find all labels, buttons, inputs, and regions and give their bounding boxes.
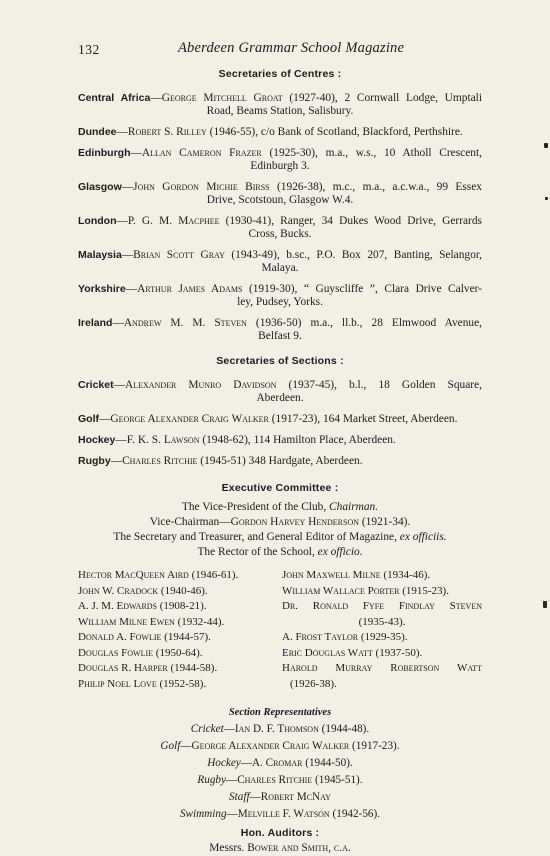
member-years: (1908-21). bbox=[157, 600, 207, 612]
representative-dash: — bbox=[223, 723, 235, 735]
entry-continuation: Aberdeen. bbox=[256, 392, 304, 404]
member-name: Eric Douglas Watt bbox=[282, 646, 373, 659]
member-name: Douglas R. Harper bbox=[78, 662, 168, 674]
representative-row bbox=[78, 789, 482, 806]
member-name: William Milne Ewen bbox=[78, 615, 175, 628]
entry-line bbox=[78, 126, 482, 139]
entry-name: Andrew M. M. Steven bbox=[123, 317, 247, 329]
member-name: Hector MacQueen Aird bbox=[78, 569, 189, 581]
auditors-heading: Hon. Auditors : bbox=[240, 827, 320, 839]
member-row bbox=[78, 568, 268, 584]
vice-chairman-name: Gordon Harvey Henderson bbox=[230, 516, 360, 528]
member-name: Dr. Ronald Fyfe Findlay Steven bbox=[282, 600, 482, 612]
entry-place: Dundee bbox=[78, 126, 117, 138]
margin-mark bbox=[545, 197, 548, 200]
member-years: (1937-50). bbox=[372, 646, 423, 659]
representative-sport: Golf bbox=[160, 740, 181, 752]
entry-name: Alexander Munro Davidson bbox=[125, 379, 277, 391]
entry-continuation: Edinburgh 3. bbox=[250, 160, 310, 172]
secretary-role: ex officiis. bbox=[399, 531, 447, 543]
committee-vice-chairman-line bbox=[78, 515, 482, 530]
entry-dash: — bbox=[121, 181, 134, 193]
entry-dash: — bbox=[110, 455, 123, 467]
entry-dash: — bbox=[150, 92, 162, 104]
member-years: (1950-64). bbox=[153, 646, 203, 659]
entry-place: London bbox=[78, 215, 117, 227]
representative-sport: Swimming bbox=[179, 808, 227, 820]
member-name: A. Frost Taylor bbox=[282, 631, 359, 643]
entry-details: (1919-30), “ Guyscliffe ”, Clara Drive Calver- bbox=[242, 283, 482, 295]
entry-dash: — bbox=[130, 147, 142, 159]
member-name: John W. Cradock bbox=[78, 584, 159, 597]
entry-dash: — bbox=[121, 249, 134, 261]
member-row bbox=[282, 568, 482, 584]
committee-secretary-line bbox=[78, 530, 482, 545]
member-name: A. J. M. Edwards bbox=[78, 600, 158, 612]
representative-years: (1917-23). bbox=[349, 740, 400, 752]
member-years: (1932-44). bbox=[174, 615, 225, 628]
member-years-row: (1926-38). bbox=[290, 677, 337, 690]
representative-years: (1944-48). bbox=[318, 723, 370, 735]
member-years-row: (1935-43). bbox=[358, 615, 406, 628]
representative-name: A. Cromar bbox=[251, 757, 303, 769]
member-years: (1944-58). bbox=[167, 662, 218, 674]
entry-details: (1945-51) 348 Hardgate, Aberdeen. bbox=[197, 455, 363, 467]
member-years: (1929-35). bbox=[358, 631, 408, 643]
entry-line bbox=[78, 215, 482, 228]
entry-name: Arthur James Adams bbox=[137, 283, 243, 295]
entry-place: Central Africa bbox=[78, 92, 151, 104]
directory-entry bbox=[78, 455, 482, 468]
representative-dash: — bbox=[249, 791, 261, 803]
entry-place: Golf bbox=[78, 413, 99, 425]
entry-name: Brian Scott Gray bbox=[133, 249, 225, 261]
representative-row bbox=[78, 806, 482, 823]
entry-name: Robert S. Rilley bbox=[127, 126, 207, 138]
member-name: Donald A. Fowlie bbox=[78, 631, 162, 643]
entry-details: (1925-30), m.a., w.s., 10 Atholl Crescent, bbox=[261, 147, 482, 159]
entry-line bbox=[78, 249, 482, 262]
entry-place: Glasgow bbox=[78, 181, 122, 193]
representative-sport: Hockey bbox=[207, 757, 241, 769]
entry-continuation: Malaya. bbox=[261, 262, 299, 274]
member-years: (1946-61). bbox=[188, 569, 239, 581]
entry-dash: — bbox=[113, 379, 125, 391]
representative-name: Ian D. F. Thomson bbox=[234, 723, 319, 735]
page-header bbox=[78, 40, 482, 60]
member-row bbox=[78, 630, 268, 646]
member-years: (1940-46). bbox=[158, 584, 208, 597]
directory-entry bbox=[78, 215, 482, 241]
entry-continuation: ley, Pudsey, Yorks. bbox=[237, 296, 323, 308]
entry-details: (1946-55), c/o Bank of Scotland, Blackford, Perthshire. bbox=[206, 126, 463, 138]
member-row bbox=[78, 615, 268, 631]
representative-sport: Cricket bbox=[190, 723, 224, 735]
representative-sport: Rugby bbox=[197, 774, 226, 786]
entry-details: (1937-45), b.l., 18 Golden Square, bbox=[276, 379, 482, 391]
entry-continuation: Cross, Bucks. bbox=[248, 228, 312, 240]
member-years: (1944-57). bbox=[161, 631, 211, 643]
entry-name: George Alexander Craig Walker bbox=[110, 413, 269, 425]
centres-heading: Secretaries of Centres : bbox=[218, 68, 342, 80]
member-name: John Maxwell Milne bbox=[282, 569, 381, 581]
entry-line bbox=[78, 317, 482, 330]
member-row bbox=[78, 646, 268, 662]
entry-name: F. K. S. Lawson bbox=[126, 434, 200, 446]
representative-name: Melville F. Watson bbox=[237, 808, 330, 820]
committee-chairman-line bbox=[78, 500, 482, 515]
entry-place: Rugby bbox=[78, 455, 111, 467]
member-years: (1952-58). bbox=[156, 677, 207, 690]
member-name: William Wallace Porter bbox=[282, 584, 400, 597]
entry-line bbox=[78, 181, 482, 194]
vice-chairman-label: Vice-Chairman— bbox=[149, 516, 231, 528]
representative-years: (1945-51). bbox=[312, 774, 363, 786]
entry-place: Malaysia bbox=[78, 249, 122, 261]
representative-name: Charles Ritchie bbox=[237, 774, 313, 786]
entry-name: John Gordon Michie Birss bbox=[133, 181, 270, 193]
rector-text: The Rector of the School, bbox=[197, 546, 318, 558]
margin-mark bbox=[544, 143, 548, 148]
directory-entry bbox=[78, 413, 482, 426]
directory-entry bbox=[78, 147, 482, 173]
representative-name: George Alexander Craig Walker bbox=[191, 740, 350, 752]
entry-line bbox=[78, 434, 482, 447]
sections-heading: Secretaries of Sections : bbox=[216, 355, 344, 367]
entry-continuation: Road, Beams Station, Salisbury. bbox=[206, 105, 354, 117]
vice-chairman-years: (1921-34). bbox=[359, 516, 411, 528]
committee-rector-line bbox=[78, 545, 482, 560]
directory-entry bbox=[78, 92, 482, 118]
representatives-heading: Section Representatives bbox=[228, 707, 332, 718]
entry-name: Charles Ritchie bbox=[122, 455, 198, 467]
chairman-text: The Vice-President of the Club, bbox=[181, 501, 330, 513]
representatives-list bbox=[78, 721, 482, 823]
member-name: Harold Murray Robertson Watt bbox=[282, 662, 482, 674]
entry-details: (1943-49), b.sc., P.O. Box 207, Banting, Selangor, bbox=[224, 249, 482, 261]
auditors-firm: Bower and Smith, c.a. bbox=[247, 842, 351, 854]
representative-dash: — bbox=[226, 774, 238, 786]
member-row bbox=[78, 677, 268, 693]
entry-details: (1948-62), 114 Hamilton Place, Aberdeen. bbox=[199, 434, 396, 446]
representative-row bbox=[78, 721, 482, 738]
entry-line bbox=[78, 379, 482, 392]
representative-row bbox=[78, 738, 482, 755]
entry-line bbox=[78, 147, 482, 160]
entry-continuation: Belfast 9. bbox=[258, 330, 302, 342]
centres-list bbox=[78, 92, 482, 343]
entry-name: George Mitchell Groat bbox=[161, 92, 283, 104]
entry-dash: — bbox=[116, 215, 128, 227]
entry-continuation: Drive, Scotstoun, Glasgow W.4. bbox=[206, 194, 354, 206]
margin-mark bbox=[543, 601, 547, 608]
entry-line bbox=[78, 413, 482, 426]
directory-entry bbox=[78, 181, 482, 207]
directory-entry bbox=[78, 283, 482, 309]
entry-line bbox=[78, 283, 482, 296]
entry-place: Ireland bbox=[78, 317, 113, 329]
directory-entry bbox=[78, 249, 482, 275]
page-number: 132 bbox=[78, 42, 100, 57]
section-representatives bbox=[78, 704, 482, 823]
entry-details: (1936-50) m.a., ll.b., 28 Elmwood Avenue, bbox=[246, 317, 482, 329]
directory-entry bbox=[78, 317, 482, 343]
representative-dash: — bbox=[180, 740, 192, 752]
entry-name: Allan Cameron Frazer bbox=[141, 147, 262, 159]
directory-entry bbox=[78, 434, 482, 447]
representative-dash: — bbox=[240, 757, 252, 769]
entry-details: (1927-40), 2 Cornwall Lodge, Umptali bbox=[282, 92, 482, 104]
member-years: (1915-23). bbox=[399, 584, 449, 597]
committee-members bbox=[78, 568, 482, 692]
member-row bbox=[78, 584, 268, 600]
member-name: Douglas Fowlie bbox=[78, 646, 154, 659]
representative-years: (1942-56). bbox=[329, 808, 381, 820]
member-row bbox=[282, 661, 482, 677]
entry-line bbox=[78, 92, 482, 105]
secretary-text: The Secretary and Treasurer, and General Editor of Magazine, bbox=[113, 531, 400, 543]
sections-list bbox=[78, 379, 482, 468]
committee-members-right bbox=[282, 568, 482, 692]
representative-sport: Staff bbox=[229, 791, 250, 803]
directory-entry bbox=[78, 379, 482, 405]
member-row bbox=[282, 599, 482, 615]
representative-row bbox=[78, 772, 482, 789]
member-row bbox=[282, 630, 482, 646]
entry-place: Cricket bbox=[78, 379, 114, 391]
representative-years: (1944-50). bbox=[302, 757, 353, 769]
member-row bbox=[282, 584, 482, 600]
committee-heading: Executive Committee : bbox=[221, 482, 339, 494]
entry-dash: — bbox=[112, 317, 124, 329]
entry-line bbox=[78, 455, 482, 468]
member-years: (1934-46). bbox=[380, 569, 431, 581]
auditors-prefix: Messrs. bbox=[209, 842, 248, 854]
running-title: Aberdeen Grammar School Magazine bbox=[178, 40, 405, 56]
entry-dash: — bbox=[125, 283, 138, 295]
member-row bbox=[282, 646, 482, 662]
entry-place: Edinburgh bbox=[78, 147, 131, 159]
entry-name: P. G. M. Macphee bbox=[127, 215, 220, 227]
representative-dash: — bbox=[226, 808, 238, 820]
committee-members-left bbox=[78, 568, 268, 692]
entry-dash: — bbox=[116, 126, 128, 138]
member-row bbox=[78, 599, 268, 615]
chairman-role: Chairman. bbox=[329, 501, 379, 513]
entry-details: (1917-23), 164 Market Street, Aberdeen. bbox=[268, 413, 458, 425]
member-row bbox=[78, 661, 268, 677]
entry-dash: — bbox=[115, 434, 127, 446]
entry-place: Yorkshire bbox=[78, 283, 126, 295]
entry-place: Hockey bbox=[78, 434, 116, 446]
representative-row bbox=[78, 755, 482, 772]
directory-entry bbox=[78, 126, 482, 139]
entry-dash: — bbox=[99, 413, 111, 425]
representative-name: Robert McNay bbox=[260, 791, 331, 803]
member-name: Philip Noel Love bbox=[78, 677, 157, 690]
rector-role: ex officio. bbox=[317, 546, 363, 558]
entry-details: (1926-38), m.c., m.a., a.c.w.a., 99 Essex bbox=[269, 181, 482, 193]
document-page bbox=[78, 40, 482, 856]
entry-details: (1930-41), Ranger, 34 Dukes Wood Drive, Gerrards bbox=[219, 215, 482, 227]
